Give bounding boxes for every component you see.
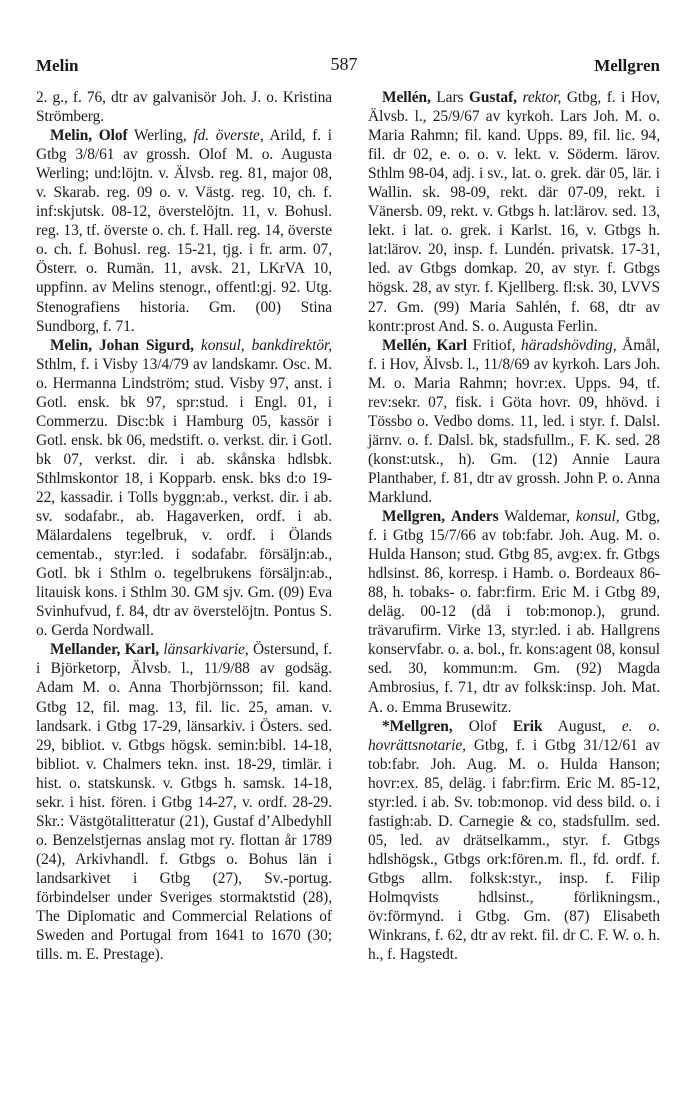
entry-given-after: Waldemar, — [498, 508, 570, 526]
entry-surname: Mellgren, — [382, 508, 445, 526]
entry-given-name: Erik — [512, 717, 543, 735]
left-column — [36, 88, 332, 964]
entry-body: Åmål, f. i Hov, Älvsb. l., 11/8/69 av kyrkoh. Lars Joh. M. o. Maria Rahmn; hovr:ex. Upps. 94, tf. rev:sekr. 07, fisk. i Göta hovr. 09, hhövd. i Tössbo o. Vedbo doms. 11, led. i styr. f. Dalsl. järnv. o. f. Dalsl. bk, stadsfullm., F. K. sed. 28 (konst:utsk., h). Gm. (12) Annie Laura Planthaber, f. 81, dtr av grossh. John P. o. Anna Marklund. — [368, 336, 660, 506]
biography-entry — [36, 126, 332, 336]
page-number: 587 — [330, 54, 358, 74]
entry-body: Gtbg, f. i Gtbg 15/7/66 av tob:fabr. Joh. Aug. M. o. Hulda Hanson; stud. Gtbg 85, avg:ex. fr. Gtbgs hdlsinst. 86, korresp. i Hamb. o. Bordeaux 86-88, h. tobaks- o. fabr:firm. Eric M. i Gtbg 89, deläg. 00-12 (då i tob:monop.), grund. trävarufirm. Virke 13, styr:led. i ab. Hallgrens konservfabr. o. a. bol., fr. kons:agent 08, konsul sed. 30, kommun:m. Gm. (92) Magda Ambrosius, f. 71, dtr av folksk:insp. Joh. Mat. A. o. Emma Brusewitz. — [368, 508, 660, 716]
entry-body: Gtbg, f. i Gtbg 31/12/61 av tob:fabr. Joh. Aug. M. o. Hulda Hanson; hovr:ex. 85, deläg. i fabr:firm. Eric M. 85-12, styr:led. i ab. Sv. tob:monop. vid dess bild. o. i fastigh:ab. D. Carnegie & co, stadsfullm. sed. 05, led. av drätselkamm., styr. f. Gtbgs hdlshögsk., Gtbgs ork:fören.m. fl., fd. ordf. f. Gtbgs allm. folksk:styr., insp. f. Filip Holmqvists hdlsinst., förlikningsm., öv:förmynd. i Gtbg. Gm. (87) Elisabeth Winkrans, f. 62, dtr av rekt. fil. dr C. F. W. o. h. h., f. Hagstedt. — [368, 736, 660, 964]
entry-body: Arild, f. i Gtbg 3/8/61 av grossh. Olof M. o. Augusta Werling; und:löjtn. v. Älvsb. reg. 81, major 08, v. Skarab. reg. 09 o. v. Västg. reg. 10, ch. f. inf:skjutsk. 08-12, överstelöjtn. 11, v. Bohusl. reg. 13, tf. överste o. ch. f. Hall. reg. 14, överste o. ch. f. Bohusl. reg. 15-21, tjg. i fr. arm. 07, Österr. o. Rumän. 11, avsk. 21, LKrVA 10, uppfinn. av Melins stenogr., offentl:gj. 92. Utg. Stenografiens historia. Gm. (00) Stina Sundborg, f. 71. — [36, 127, 332, 335]
entry-surname: Melin, — [50, 127, 93, 145]
right-column — [368, 88, 660, 964]
entry-given-rest: Werling, — [127, 127, 187, 145]
entry-continuation — [36, 88, 332, 126]
entry-given-name: Johan Sigurd, — [99, 336, 194, 354]
entry-given-name: Gustaf, — [468, 89, 517, 106]
entry-given-name: Karl — [436, 336, 468, 354]
entry-title: fd. överste, — [193, 127, 264, 145]
biography-entry — [368, 88, 660, 336]
running-head-right: Mellgren — [594, 56, 660, 75]
entry-title: konsul, — [575, 508, 620, 526]
entry-surname: Mellgren, — [389, 717, 453, 735]
biography-entry — [36, 336, 332, 641]
entry-surname: Mellander, — [50, 641, 121, 659]
entry-given-pre: Olof — [452, 717, 513, 735]
entry-surname: Mellén, — [382, 336, 431, 354]
entry-given-pre: Lars — [430, 89, 469, 106]
biography-entry — [368, 336, 660, 507]
entry-given-name: Karl, — [124, 641, 160, 659]
entry-body: Gtbg, f. i Hov, Älvsb. l., 25/9/67 av kyrkoh. Lars Joh. M. o. Maria Rahmn; fil. kand. Upps. 89, fil. lic. 94, fil. dr 02, e. o. o. v. lekt. v. Söderm. lärov. Sthlm 98-04, adj. i sv., lat. o. grek. där 05, lär. i Wallin. sk. 98-09, rekt. där 07-09, rekt. i Vänersb. 09, rekt. v. Gtbgs h. lat:lärov. sed. 13, lekt. i lat. o. grek. i Karlst. 16, v. Gtbgs h. lat:lärov. 20, insp. f. Lundén. privatsk. 17-31, led. av Gtbgs domkap. 20, av styr. f. Gtbgs högsk. 28, av styr. f. Kjellberg. fl:sk. 30, LVVS 27. Gm. (99) Maria Sahlén, f. 68, dtr av kontr:prost And. S. o. Augusta Ferlin. — [368, 89, 660, 335]
entry-title: häradshövding, — [521, 336, 617, 354]
entry-star: * — [382, 717, 390, 735]
entry-given-name: Olof — [98, 127, 128, 145]
biography-entry — [368, 507, 660, 717]
entry-body: Sthlm, f. i Visby 13/4/79 av landskamr. Osc. M. o. Hermanna Lindström; stud. Visby 97, anst. i Gotl. ensk. bk 97, spr:stud. i Engl. 01, i Commerzu. Disc:bk i Hamburg 05, kassör i Gotl. ensk. bk 06, medstift. o. verkst. dir. i Gotl. bk 07, verkst. dir. i ab. skånska hdlsbk. Sthlmskontor 18, i Kopparb. ensk. bks d:o 19-22, kassadir. i Tolls byggn:ab., verkst. dir. i ab. sv. sodafabr., ab. Hagaverken, ordf. i ab. Mälardalens tegelbruk, v. ordf. i Ölands cementab., styr:led. i sodafabr. försäljn:ab., Gotl. bk i Sthlm o. tegelbrukens försäljn:ab., litauisk kons. i Sthlm 30. GM sjv. Gm. (09) Eva Svinhufvud, f. 84, dtr av överstelöjtn. Pontus S. o. Gerda Nordwall. — [36, 355, 332, 640]
entry-title: länsarkivarie, — [163, 641, 249, 659]
entry-text: 2. g., f. 76, dtr av galvanisör Joh. J. o. Kristina Strömberg. — [36, 89, 332, 126]
entry-surname: Mellén, — [382, 89, 431, 106]
running-head-left: Melin — [36, 56, 79, 75]
entry-title: rektor, — [522, 89, 562, 106]
entry-body: Östersund, f. i Björketorp, Älvsb. l., 11/9/88 av godsäg. Adam M. o. Anna Thorbjörnsson; fil. kand. Gtbg 12, fil. mag. 13, fil. lic. 25, aman. v. landsark. i Gtbg 17-29, länsarkiv. i Östers. sed. 29, bibliot. v. Gtbgs högsk. semin:bibl. 14-18, bibliot. v. Chalmers tekn. inst. 18-29, timlär. i hist. o. statskunsk. v. Gtbgs h. samsk. 14-18, sekr. i hist. fören. i Gtbg 14-27, v. ordf. 28-29. Skr.: Västgötalitteratur (21), Gustaf d’Albedyhll o. Benzelstjernas anslag mot ry. flottan år 1789 (24), Arkivhandl. f. Gtbgs o. Bohus län i landsarkivet i Gtbg (27), Sv.-portug. förbindelser under Sveriges stormaktstid (28), The Diplomatic and Commercial Relations of Sweden and Portugal from 1641 to 1670 (30; tills. m. E. Prestage). — [36, 641, 332, 964]
entry-surname: Melin, — [50, 336, 93, 354]
entry-given-name: Anders — [450, 508, 499, 526]
entry-given-after: Fritiof, — [467, 336, 516, 354]
biography-entry — [368, 717, 660, 965]
entry-title: konsul, bankdirektör, — [200, 336, 332, 354]
entry-title: e. o. hovrättsnotarie, — [368, 717, 660, 754]
entry-given-after: August, — [542, 717, 606, 735]
entry-given-rest — [194, 337, 201, 354]
biography-entry — [36, 640, 332, 964]
